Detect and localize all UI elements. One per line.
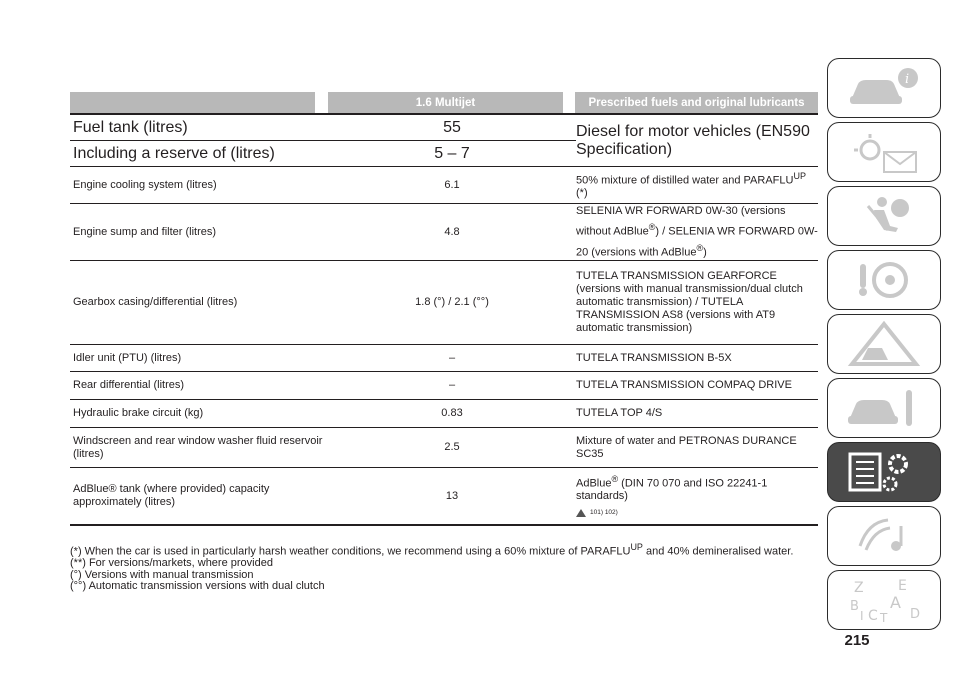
spec-text-end: ) [703, 246, 707, 259]
row-spec [576, 115, 818, 166]
footnotes [70, 542, 822, 593]
tab-emergency[interactable] [827, 314, 941, 374]
index-letter: C [868, 608, 878, 624]
table-row [70, 115, 576, 141]
tab-starting-driving[interactable] [827, 250, 941, 310]
index-letter: I [860, 609, 864, 623]
spec-superscript: ® [648, 222, 656, 233]
table-row [70, 167, 818, 204]
table-row [70, 345, 818, 372]
technical-data-table [70, 92, 818, 526]
warning-reference [576, 506, 818, 519]
index-letter: B [850, 599, 859, 614]
footnote: (**) For versions/markets, where provided [70, 557, 273, 570]
footnote: (°) Versions with manual transmission [70, 568, 254, 581]
header-fuels-lubricants: Prescribed fuels and original lubricants [575, 92, 818, 113]
table-header [70, 92, 818, 113]
row-label: Windscreen and rear window washer fluid reservoir (litres) [73, 434, 323, 460]
table-row [70, 141, 576, 166]
index-letter: T [880, 611, 888, 624]
table-row [70, 428, 818, 468]
tab-warning-lights[interactable] [827, 122, 941, 182]
tab-safety[interactable] [827, 186, 941, 246]
reference-numbers: 101) 102) [590, 509, 618, 517]
row-spec [576, 468, 818, 524]
row-label: Gearbox casing/differential (litres) [73, 296, 238, 308]
row-value: – [448, 379, 456, 391]
row-spec [576, 204, 818, 260]
footnote [70, 542, 822, 558]
row-label: Hydraulic brake circuit (kg) [73, 407, 204, 419]
tab-knowing-your-car[interactable] [827, 58, 941, 118]
row-label: Including a reserve of (litres) [73, 144, 275, 162]
footnote-text-end: and 40% demineralised water. [642, 545, 794, 558]
row-label: Fuel tank (litres) [73, 118, 188, 136]
index-letter: A [890, 593, 901, 612]
row-value: 5 – 7 [434, 144, 470, 162]
row-spec: Mixture of water and PETRONAS DURANCE SC35 [576, 434, 797, 460]
row-value: 6.1 [444, 178, 460, 191]
row-value: 55 [443, 118, 461, 136]
table-row [70, 261, 818, 345]
tab-maintenance[interactable] [827, 378, 941, 438]
spec-text-end: (DIN 70 070 and ISO 22241-1 standards) [576, 477, 768, 503]
row-value: 2.5 [444, 441, 460, 453]
spec-text: AdBlue [576, 477, 612, 490]
fuel-spec: Diesel for motor vehicles (EN590 Specification) [576, 122, 810, 158]
row-label: AdBlue® tank (where provided) capacity approximately (litres) [73, 483, 270, 508]
multimedia-icon [844, 512, 924, 560]
warning-triangle-icon [576, 509, 586, 517]
row-spec: TUTELA TRANSMISSION B-5X [576, 351, 732, 364]
header-cell-empty [70, 92, 315, 113]
table-row [70, 400, 818, 428]
warning-lights-icon [844, 128, 924, 176]
svg-text:i: i [905, 72, 910, 87]
row-label: Rear differential (litres) [73, 379, 185, 391]
table-row-fuel [70, 115, 818, 167]
row-value: 1.8 (°) / 2.1 (°°) [415, 296, 489, 308]
footnote: (°°) Automatic transmission versions with dual clutch [70, 580, 325, 593]
spec-superscript: ® [611, 473, 619, 484]
footnote-superscript: UP [630, 542, 643, 552]
table-row [70, 204, 818, 261]
index-icon [844, 576, 924, 624]
page-number: 215 [844, 632, 870, 649]
row-value: – [448, 351, 456, 364]
tab-technical-data[interactable] [827, 442, 941, 502]
row-value: 0.83 [441, 407, 463, 419]
tab-multimedia[interactable] [827, 506, 941, 566]
spec-text-end: (*) [576, 187, 588, 200]
spec-superscript-2: ® [696, 243, 704, 253]
index-letter: D [910, 607, 921, 622]
emergency-icon [844, 320, 924, 368]
index-letter: Z [854, 580, 864, 596]
row-label: Idler unit (PTU) (litres) [73, 351, 182, 364]
safety-airbag-icon [844, 192, 924, 240]
car-info-icon [844, 64, 924, 112]
spec-text-mid: ) / SELENIA WR FORWARD 0W-20 (versions with AdBlue [576, 226, 818, 259]
table-row [70, 468, 818, 526]
chapter-sidebar [827, 58, 941, 634]
row-spec: TUTELA TRANSMISSION COMPAQ DRIVE [576, 379, 792, 391]
spec-superscript: UP [793, 170, 806, 181]
tab-index[interactable] [827, 570, 941, 630]
starting-driving-icon [844, 256, 924, 304]
row-spec: TUTELA TRANSMISSION GEARFORCE (versions with manual transmission/dual clutch automatic transmission) / TUTELA TRANSMISSION AS8 (versions with AT9 automatic transmission) [576, 270, 803, 334]
spec-text: SELENIA WR FORWARD 0W-30 (versions without AdBlue [576, 205, 786, 238]
row-spec: TUTELA TOP 4/S [576, 407, 663, 419]
header-engine: 1.6 Multijet [328, 92, 563, 113]
row-label: Engine cooling system (litres) [73, 178, 217, 191]
row-label: Engine sump and filter (litres) [73, 225, 217, 238]
spec-text: 50% mixture of distilled water and PARAFLU [576, 174, 794, 187]
row-spec [576, 167, 818, 203]
row-value: 13 [445, 489, 459, 502]
footnote-text: (*) When the car is used in particularly harsh weather conditions, we recommend using a 60% mixture of PARAFLU [70, 545, 631, 558]
maintenance-icon [844, 384, 924, 432]
index-letter: E [898, 578, 907, 594]
row-value: 4.8 [444, 225, 460, 238]
table-row [70, 372, 818, 400]
technical-data-icon [844, 448, 924, 496]
